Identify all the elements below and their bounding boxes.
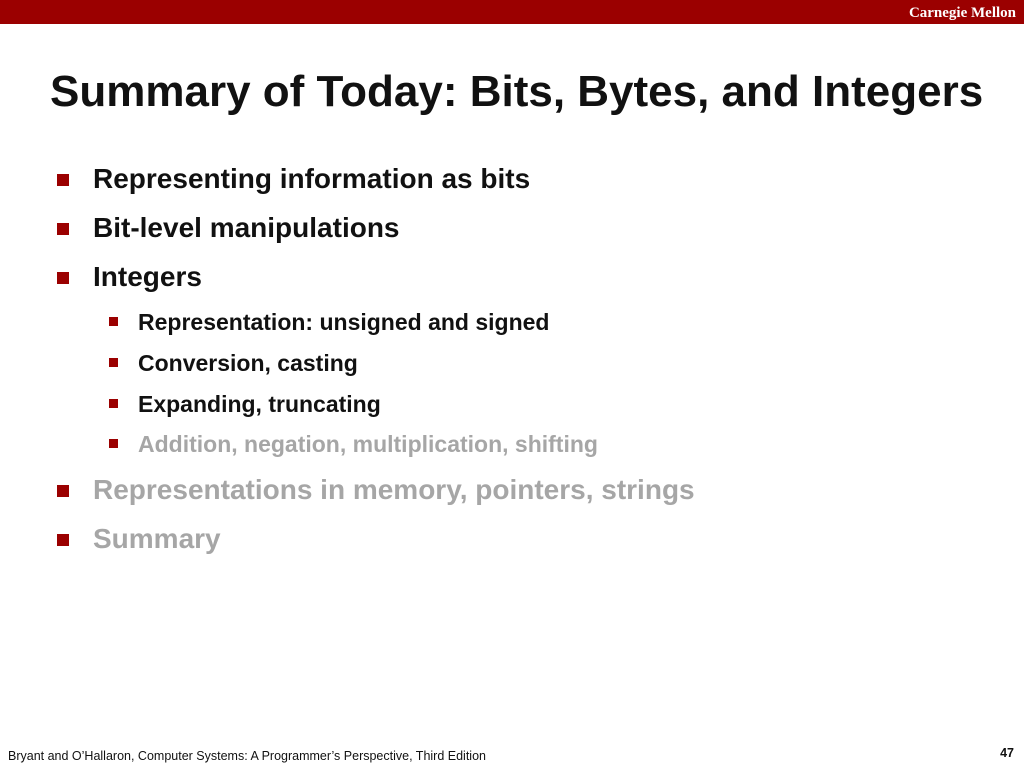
outline-item-text: Representing information as bits bbox=[93, 163, 531, 194]
square-bullet-icon bbox=[57, 534, 69, 546]
square-bullet-icon bbox=[109, 317, 118, 326]
outline-item-text: Conversion, casting bbox=[138, 350, 358, 376]
square-bullet-icon bbox=[57, 272, 69, 284]
outline-item-text: Integers bbox=[93, 261, 202, 292]
footer-citation: Bryant and O’Hallaron, Computer Systems: A Programmer’s Perspective, Third Edition bbox=[8, 749, 486, 763]
square-bullet-icon bbox=[57, 174, 69, 186]
outline-item-text: Representations in memory, pointers, strings bbox=[93, 474, 695, 505]
outline-item bbox=[93, 162, 530, 196]
square-bullet-icon bbox=[57, 485, 69, 497]
outline-item bbox=[93, 260, 202, 294]
outline-item bbox=[93, 473, 695, 507]
outline-item-text: Expanding, truncating bbox=[138, 391, 381, 417]
outline-item-text: Representation: unsigned and signed bbox=[138, 309, 550, 335]
outline-subitem bbox=[138, 430, 598, 458]
outline-item bbox=[93, 522, 221, 556]
square-bullet-icon bbox=[109, 439, 118, 448]
outline-item-text: Summary bbox=[93, 523, 221, 554]
outline-item-text: Bit-level manipulations bbox=[93, 212, 400, 243]
outline-subitem bbox=[138, 390, 381, 418]
square-bullet-icon bbox=[109, 399, 118, 408]
square-bullet-icon bbox=[109, 358, 118, 367]
outline-item-text: Addition, negation, multiplication, shifting bbox=[138, 431, 598, 457]
slide-title: Summary of Today: Bits, Bytes, and Integers bbox=[50, 67, 984, 116]
outline-item bbox=[93, 211, 400, 245]
square-bullet-icon bbox=[57, 223, 69, 235]
outline-subitem bbox=[138, 308, 549, 336]
brand-label: Carnegie Mellon bbox=[908, 5, 1016, 21]
page-number: 47 bbox=[1000, 746, 1014, 760]
outline-subitem bbox=[138, 349, 358, 377]
